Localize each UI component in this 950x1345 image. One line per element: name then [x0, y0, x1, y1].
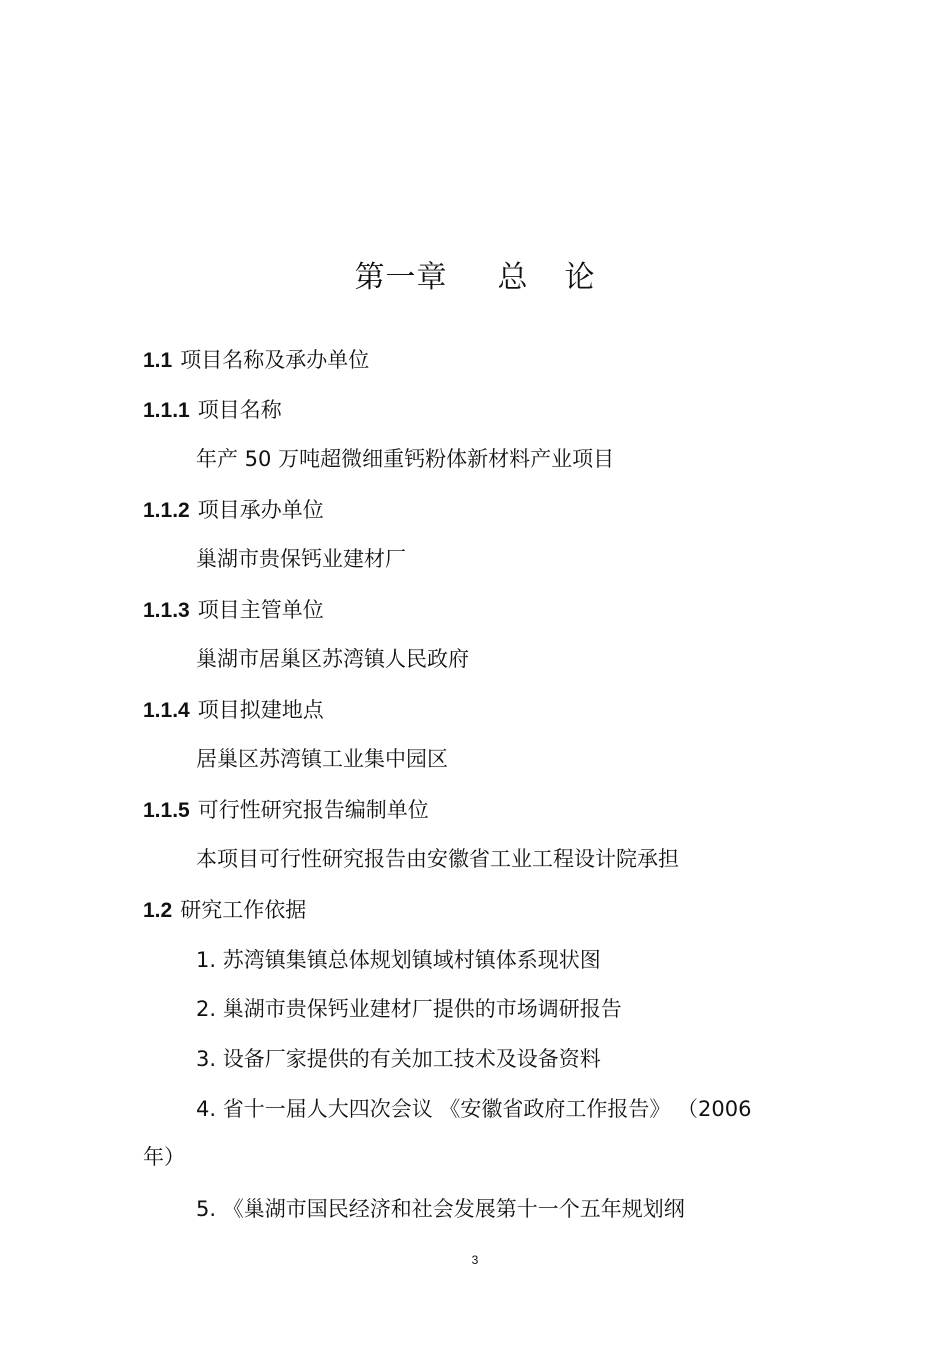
- basis-item-3: 3. 设备厂家提供的有关加工技术及设备资料: [196, 1047, 601, 1071]
- paragraph-organizer: 巢湖市贵保钙业建材厂: [196, 547, 406, 571]
- section-heading-1-1-1: [143, 394, 282, 424]
- section-title: 项目承办单位: [197, 498, 324, 522]
- section-number: 1.1.2: [143, 499, 190, 522]
- basis-item-5: 5. 《巢湖市国民经济和社会发展第十一个五年规划纲: [196, 1197, 685, 1221]
- section-heading-1-1: [143, 344, 369, 374]
- basis-item-2: 2. 巢湖市贵保钙业建材厂提供的市场调研报告: [196, 997, 622, 1021]
- section-heading-1-1-5: [143, 794, 429, 824]
- section-heading-1-2: [143, 894, 306, 924]
- chapter-title: [0, 252, 950, 296]
- section-number: 1.1.4: [143, 699, 190, 722]
- chapter-number: 第一章: [354, 260, 448, 295]
- section-heading-1-1-2: [143, 494, 324, 524]
- chapter-title-word-1: 总: [497, 260, 529, 295]
- basis-item-1: 1. 苏湾镇集镇总体规划镇域村镇体系现状图: [196, 948, 601, 972]
- section-title: 研究工作依据: [180, 898, 307, 922]
- basis-item-4: 4. 省十一届人大四次会议 《安徽省政府工作报告》 （2006: [196, 1097, 752, 1121]
- section-heading-1-1-3: [143, 594, 324, 624]
- section-number: 1.1.1: [143, 399, 190, 422]
- section-number: 1.1.3: [143, 599, 190, 622]
- section-title: 项目主管单位: [197, 598, 324, 622]
- paragraph-project-name: 年产 50 万吨超微细重钙粉体新材料产业项目: [196, 447, 615, 471]
- section-title: 可行性研究报告编制单位: [197, 798, 429, 822]
- section-title: 项目名称及承办单位: [180, 348, 370, 372]
- section-heading-1-1-4: [143, 694, 324, 724]
- section-number: 1.1: [143, 349, 173, 372]
- section-number: 1.2: [143, 899, 173, 922]
- chapter-title-word-2: 论: [564, 260, 596, 295]
- page-number: 3: [471, 1253, 479, 1267]
- paragraph-location: 居巢区苏湾镇工业集中园区: [196, 747, 448, 771]
- section-title: 项目名称: [197, 398, 282, 422]
- section-number: 1.1.5: [143, 799, 190, 822]
- section-title: 项目拟建地点: [197, 698, 324, 722]
- basis-item-4-continuation: 年）: [143, 1145, 185, 1169]
- paragraph-authority: 巢湖市居巢区苏湾镇人民政府: [196, 647, 469, 671]
- paragraph-report-unit: 本项目可行性研究报告由安徽省工业工程设计院承担: [196, 847, 679, 871]
